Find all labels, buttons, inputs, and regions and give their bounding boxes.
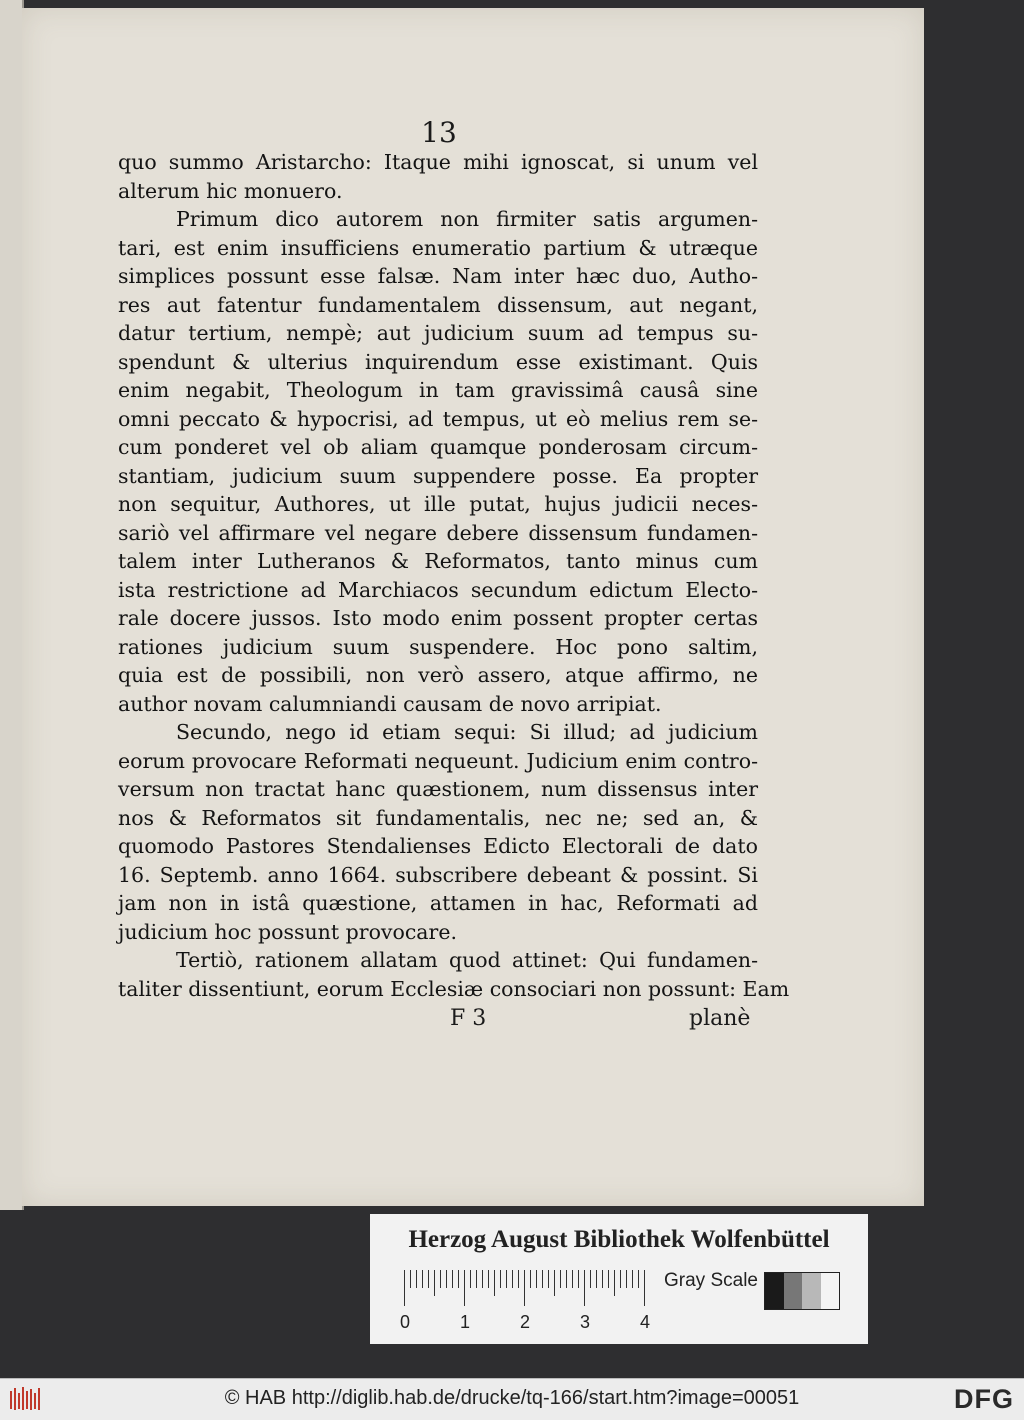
ruler-tick <box>458 1270 459 1288</box>
text-line: eorum provocare Reformati nequeunt. Judicium enim contro- <box>118 748 758 773</box>
ruler-tick <box>506 1270 507 1288</box>
ruler-tick <box>500 1270 501 1288</box>
ruler-labels <box>400 1312 660 1336</box>
ruler-tick <box>548 1270 549 1288</box>
text-line: simplices possunt esse falsæ. Nam inter hæc duo, Autho- <box>118 264 758 288</box>
ruler-tick <box>464 1270 465 1306</box>
ruler-tick <box>536 1270 537 1288</box>
text-line: jam non in istâ quæstione, attamen in hac, Reformati ad <box>118 891 758 915</box>
text-line: author novam calumniandi causam de novo arripiat. <box>118 691 662 716</box>
ruler-tick <box>434 1270 435 1296</box>
text-line: judicium hoc possunt provocare. <box>118 919 457 944</box>
catchword: planè <box>689 1006 751 1031</box>
ruler-tick <box>644 1270 645 1306</box>
ruler-tick <box>422 1270 423 1288</box>
text-line: stantiam, judicium suum suppendere posse. Ea propter <box>118 463 758 488</box>
text-line: omni peccato & hypocrisi, ad tempus, ut eò melius rem se- <box>118 406 758 431</box>
text-line: spendunt & ulterius inquirendum esse existimant. Quis <box>118 349 758 374</box>
text-line: rale docere jussos. Isto modo enim possent propter certas <box>118 606 758 630</box>
text-line: 16. Septemb. anno 1664. subscribere debeant & possint. Si <box>118 862 758 887</box>
text-line: taliter dissentiunt, eorum Ecclesiæ consociari non possunt: Eam <box>118 976 790 1001</box>
library-name: Herzog August Bibliothek Wolfenbüttel <box>408 1226 830 1253</box>
page-text <box>118 148 790 1003</box>
ruler-label: 0 <box>400 1312 411 1332</box>
gray-swatch <box>765 1273 784 1309</box>
ruler-tick <box>440 1270 441 1288</box>
text-line: alterum hic monuero. <box>118 178 343 203</box>
ruler-tick <box>518 1270 519 1288</box>
ruler-tick <box>404 1270 405 1306</box>
text-line: res aut fatentur fundamentalem dissensum, aut negant, <box>118 292 758 317</box>
ruler-tick <box>530 1270 531 1288</box>
text-line: enim negabit, Theologum in tam gravissimâ causâ sine <box>118 378 758 402</box>
text-line: sariò vel affirmare vel negare debere dissensum fundamen- <box>118 520 758 545</box>
ruler-tick <box>566 1270 567 1288</box>
ruler-tick <box>602 1270 603 1288</box>
ruler-tick <box>638 1270 639 1288</box>
ruler-tick <box>476 1270 477 1288</box>
color-scale-card <box>370 1214 868 1344</box>
ruler-tick <box>524 1270 525 1306</box>
ruler-tick <box>542 1270 543 1288</box>
ruler-tick <box>560 1270 561 1288</box>
text-line: datur tertium, nempè; aut judicium suum ad tempus su- <box>118 321 758 345</box>
page-number: 13 <box>421 116 457 149</box>
text-line: quomodo Pastores Stendalienses Edicto Electorali de dato <box>118 834 758 858</box>
text-line: ista restrictione ad Marchiacos secundum edictum Electo- <box>118 577 758 602</box>
ruler-tick <box>554 1270 555 1296</box>
ruler-tick <box>632 1270 633 1288</box>
ruler-label: 4 <box>640 1312 651 1332</box>
text-line: tari, est enim insufficiens enumeratio partium & utræque <box>118 235 758 260</box>
book-page <box>22 8 924 1206</box>
text-line: nos & Reformatos sit fundamentalis, nec ne; sed an, & <box>118 805 758 830</box>
ruler-tick <box>512 1270 513 1288</box>
ruler-tick <box>482 1270 483 1288</box>
text-line: Primum dico autorem non firmiter satis argumen- <box>176 207 758 231</box>
ruler-label: 1 <box>460 1312 471 1332</box>
text-line: cum ponderet vel ob aliam quamque ponderosam circum- <box>118 435 758 459</box>
copyright-link[interactable]: © HAB http://diglib.hab.de/drucke/tq-166/start.htm?image=00051 <box>224 1387 800 1409</box>
ruler-tick <box>626 1270 627 1288</box>
text-line: quia est de possibili, non verò assero, atque affirmo, ne <box>118 663 758 687</box>
ruler-tick <box>608 1270 609 1288</box>
text-line: Secundo, nego id etiam sequi: Si illud; ad judicium <box>176 720 758 744</box>
ruler-tick <box>428 1270 429 1288</box>
measurement-ruler <box>404 1270 650 1310</box>
ruler-tick <box>488 1270 489 1288</box>
signature-mark: F 3 <box>450 1006 487 1031</box>
ruler-tick <box>410 1270 411 1288</box>
gray-scale-label: Gray Scale <box>664 1270 758 1291</box>
ruler-tick <box>584 1270 585 1306</box>
ruler-tick <box>590 1270 591 1288</box>
ruler-tick <box>578 1270 579 1288</box>
ruler-tick <box>614 1270 615 1296</box>
text-line: versum non tractat hanc quæstionem, num dissensus inter <box>118 777 758 801</box>
ruler-label: 2 <box>520 1312 531 1332</box>
previous-page-edge <box>0 0 24 1210</box>
gray-scale-swatches <box>764 1272 840 1310</box>
text-line: non sequitur, Authores, ut ille putat, hujus judicii neces- <box>118 492 758 516</box>
gray-swatch <box>802 1273 821 1309</box>
text-line: rationes judicium suum suspendere. Hoc pono saltim, <box>118 634 758 659</box>
footer-bar <box>0 1378 1024 1420</box>
gray-swatch <box>821 1273 840 1309</box>
ruler-tick <box>470 1270 471 1288</box>
text-line: talem inter Lutheranos & Reformatos, tanto minus cum <box>118 549 758 573</box>
ruler-tick <box>416 1270 417 1288</box>
text-line: Tertiò, rationem allatam quod attinet: Qui fundamen- <box>176 948 758 972</box>
ruler-tick <box>494 1270 495 1296</box>
ruler-tick <box>596 1270 597 1288</box>
ruler-tick <box>572 1270 573 1288</box>
ruler-tick <box>452 1270 453 1288</box>
gray-swatch <box>784 1273 803 1309</box>
ruler-tick <box>620 1270 621 1288</box>
ruler-tick <box>446 1270 447 1288</box>
text-line: quo summo Aristarcho: Itaque mihi ignoscat, si unum vel <box>118 150 758 174</box>
dfg-logo: DFG <box>954 1384 1014 1414</box>
ruler-label: 3 <box>580 1312 591 1332</box>
